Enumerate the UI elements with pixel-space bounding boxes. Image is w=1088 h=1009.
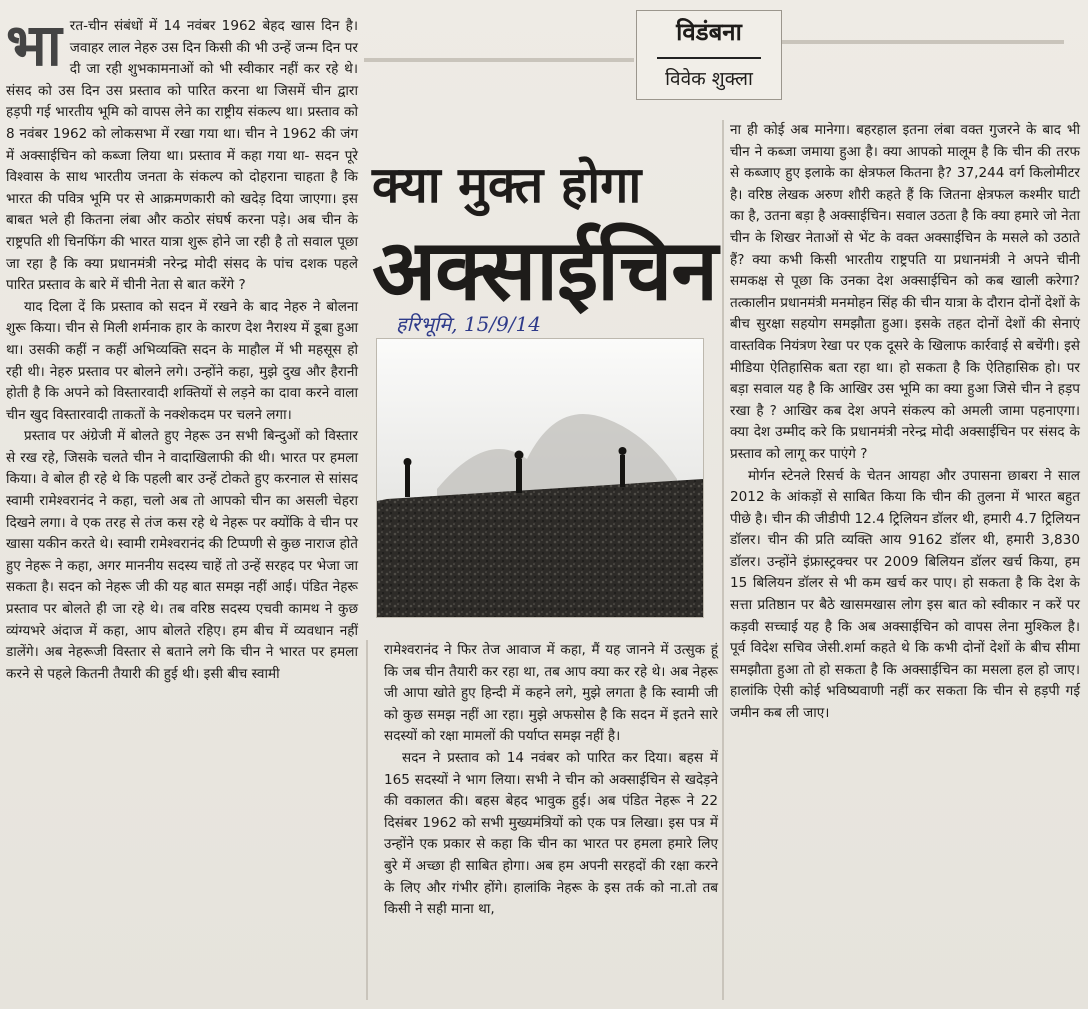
author-name: विवेक शुक्ला — [665, 68, 753, 90]
column-name: विडंबना — [676, 18, 742, 46]
column-divider-right — [722, 120, 724, 1000]
article-column-right — [730, 120, 1080, 725]
headline-line-1: क्या मुक्त होगा — [372, 156, 642, 214]
paragraph-text: रत-चीन संबंधों में 14 नवंबर 1962 बेहद खास दिन है। जवाहर लाल नेहरु उस दिन किसी की भी उन्हें जन्म दिन पर दी जा रही शुभकामनाओं को भी स्वीकार नहीं कर रहे थे। संसद को उस दिन उस प्रस्ताव को पारित करना था जिसमें चीन द्वारा हड़पी गई भारतीय भूमि को वापस लेने का राष्ट्रीय संकल्प था। प्रस्ताव को 8 नवंबर 1962 को लोकसभा में रखा गया था। चीन ने 1962 की जंग में अक्साईचिन को कब्जा लिया था। प्रस्ताव में कहा गया था- सदन पूरे विश्वास के साथ भारतीय जनता के संकल्प को दोहराना चाहता है कि भारत की पवित्र भूमि पर से आक्रमणकारी को खदेड़ दिया जाएगा। इस बाबत भले ही कितना लंबा और कठोर संघर्ष करना पड़े। अब चीन के राष्ट्रपति शी चिनफिंग की भारत यात्रा शुरू होने जा रही है तो सवाल पूछा जा रहा है कि क्या प्रधानमंत्री नरेन्द्र मोदी संसद के पांच दशक पहले पारित प्रस्ताव के बारे में चीनी नेता से बात करेंगे ? — [6, 18, 358, 294]
column-label-box — [636, 10, 782, 100]
paragraph: प्रस्ताव पर अंग्रेजी में बोलते हुए नेहरू उन सभी बिन्दुओं को विस्तार से रख रहे, जिसके चलते चीन ने वादाखिलाफी की थी। भारत पर हमला किया। वे बोल ही रहे थे कि पहली बार उन्हें टोकते हुए करनाल से सांसद स्वामी रामेश्वरानंद ने कहा, चलो अब तो आपको चीन का असली चेहरा दिखने लगा। वे एक तरह से तंज कस रहे थे नेहरू पर क्योंकि वे चीन पर खासा यकीन करते थे। स्वामी रामेश्वरानंद की टिप्पणी से कुछ नाराज होते हुए नेहरू ने कहा, अगर माननीय सदस्य चाहें तो उन्हें सरहद पर भेजा जा सकता है। सदन को नेहरू जी की यह बात समझ नहीं आई। पंडित नेहरू प्रस्ताव पर बोलते ही जा रहे थे। तब वरिष्ठ सदस्य एचवी कामथ ने कुछ व्यंग्यभरे अंदाज में कहा, आप बोलते रहिए। हम बीच में व्यवधान नहीं डालेंगे। अब नेहरूजी विस्तार से बताने लगे कि चीन ने भारत पर हमला करने से पहले कितनी तैयारी की हुई थी। इसी बीच स्वामी — [6, 428, 358, 682]
soldiers-on-ridge-photo — [377, 339, 703, 617]
drop-cap: भा — [6, 11, 62, 79]
top-rule-right — [782, 40, 1064, 44]
handwritten-source-note: हरिभूमि, 15/9/14 — [396, 312, 541, 336]
column-divider-left — [366, 640, 368, 1000]
paragraph: मोर्गन स्टेनले रिसर्च के चेतन आयहा और उपासना छाबरा ने साल 2012 के आंकड़ों से साबित किया कि चीन की तुलना में भारत बहुत पीछे है। चीन की जीडीपी 12.4 ट्रिलियन डॉलर थी, हमारी 4.7 ट्रिलियन डॉलर। चीन की प्रति व्यक्ति आय 9162 डॉलर थी, हमारी 3,830 डॉलर। उन्होंने इंफ्रास्ट्रक्चर पर 2009 बिलियन डॉलर खर्च किया, हम 15 बिलियन डॉलर से भी कम खर्च कर पाए। हो सकता है कि देश के सत्ता प्रतिष्ठान पर बैठे खासमखास लोग इस बात को स्वीकार न करें पर कड़वी सच्चाई यह है कि अब अक्साईचिन को वापस लेना मुश्किल है। पूर्व विदेश सचिव जेसी.शर्मा कहते थे कि कभी दोनों देशों के बीच सीमा समझौता हुआ तो हो सकता है कि अक्साईचिन का मसला हल हो जाए। हालांकि ऐसी कोई भविष्यवाणी नहीं कर सकता कि चीन से हड़पी गई जमीन कब ली जाए। — [730, 467, 1080, 722]
article-column-left — [6, 11, 358, 685]
column-label-divider — [657, 57, 761, 59]
paragraph — [6, 11, 358, 297]
paragraph: रामेश्वरानंद ने फिर तेज आवाज में कहा, मैं यह जानने में उत्सुक हूं कि जब चीन तैयारी कर रहा था, तब आप क्या कर रहे थे। अब नेहरू जी आपा खोते हुए हिन्दी में कहने लगे, मुझे लगता है कि स्वामी जी को कुछ समझ नहीं आ रहा। मुझे अफसोस है कि सदन में इतने सारे सदस्यों को रक्षा मामलों की पर्याप्त समझ नहीं है। — [384, 642, 718, 745]
article-column-middle — [384, 640, 718, 921]
article-photo — [376, 338, 704, 618]
paragraph: ना ही कोई अब मानेगा। बहरहाल इतना लंबा वक्त गुजरने के बाद भी चीन ने कब्जा जमाया हुआ है। क्या आपको मालूम है कि चीन की तरफ से कब्जाए हुए इलाके का क्षेत्रफल कितना है? 37,244 वर्ग किलोमीटर है। वरिष्ठ लेखक अरुण शौरी कहते हैं कि जितना क्षेत्रफल कश्मीर घाटी का है, उतना बड़ा है अक्साईचिन। सवाल उठता है कि क्या हमारे जो नेता चीन के शिखर नेताओं से भेंट के वक्त अक्साईचिन के मसले को उठाते हैं? क्या कभी किसी भारतीय राष्ट्रपति या प्रधानमंत्री ने अपने चीनी समकक्ष से पूछा कि उनका देश अक्साईचिन को कब खाली करेगा? तत्कालीन प्रधानमंत्री मनमोहन सिंह की चीन यात्रा के दौरान दोनों देशों के बीच सुरक्षा सहयोग समझौता हुआ। इसके तहत दोनों देशों की सेनाएं वास्तविक नियंत्रण रेखा पर एक दूसरे के खिलाफ कार्रवाई से बचेंगी। इसे मीडिया ऐतिहासिक बता रहा था। हो सकता है कि ऐतिहासिक हो। पर बड़ा सवाल यह है कि आखिर उस भूमि का क्या हुआ जिसे चीन ने हड़प रखा है ? आखिर कब देश अपने संकल्प को अमली जामा पहनाएगा। क्या देश उम्मीद करे कि प्रधानमंत्री नरेन्द्र मोदी अक्साईचिन पर संसद के प्रस्ताव को लागू कर पाएंगे ? — [730, 122, 1080, 462]
paragraph: सदन ने प्रस्ताव को 14 नवंबर को पारित कर दिया। बहस में 165 सदस्यों ने भाग लिया। सभी ने चीन को अक्साईचिन से खदेड़ने की वकालत की। बहस बेहद भावुक हुई। अब पंडित नेहरू ने 22 दिसंबर 1962 को सभी मुख्यमंत्रियों को एक पत्र लिखा। इस पत्र में उन्होंने एक प्रकार से कहा कि चीन का भारत पर हमला हमारे लिए बुरे में अच्छा ही साबित होगा। अब हम अपनी सरहदों की रक्षा करने के लिए और गंभीर होंगे। हालांकि नेहरू के इस तर्क को ना.तो तब किसी ने सही माना था, — [384, 749, 718, 918]
headline-line-2: अक्साईचिन — [372, 221, 717, 319]
rocky-ground — [377, 479, 703, 617]
top-rule — [364, 58, 634, 62]
paragraph: याद दिला दें कि प्रस्ताव को सदन में रखने के बाद नेहरु ने बोलना शुरू किया। चीन से मिली शर्मनाक हार के कारण देश नैराश्य में डूबा हुआ था। उसकी कहीं न कहीं अभिव्यक्ति सदन के माहौल में भी महसूस हो रही थी। नेहरु प्रस्ताव पर बोलने लगे। उन्होंने कहा, मुझे दुख और हैरानी होती है कि अपने को विस्तारवादी शक्तियों से लड़ने का दावा करने वाला चीन खुद विस्तारवादी ताकतों के नक्शेकदम पर चलने लगा। — [6, 298, 358, 423]
